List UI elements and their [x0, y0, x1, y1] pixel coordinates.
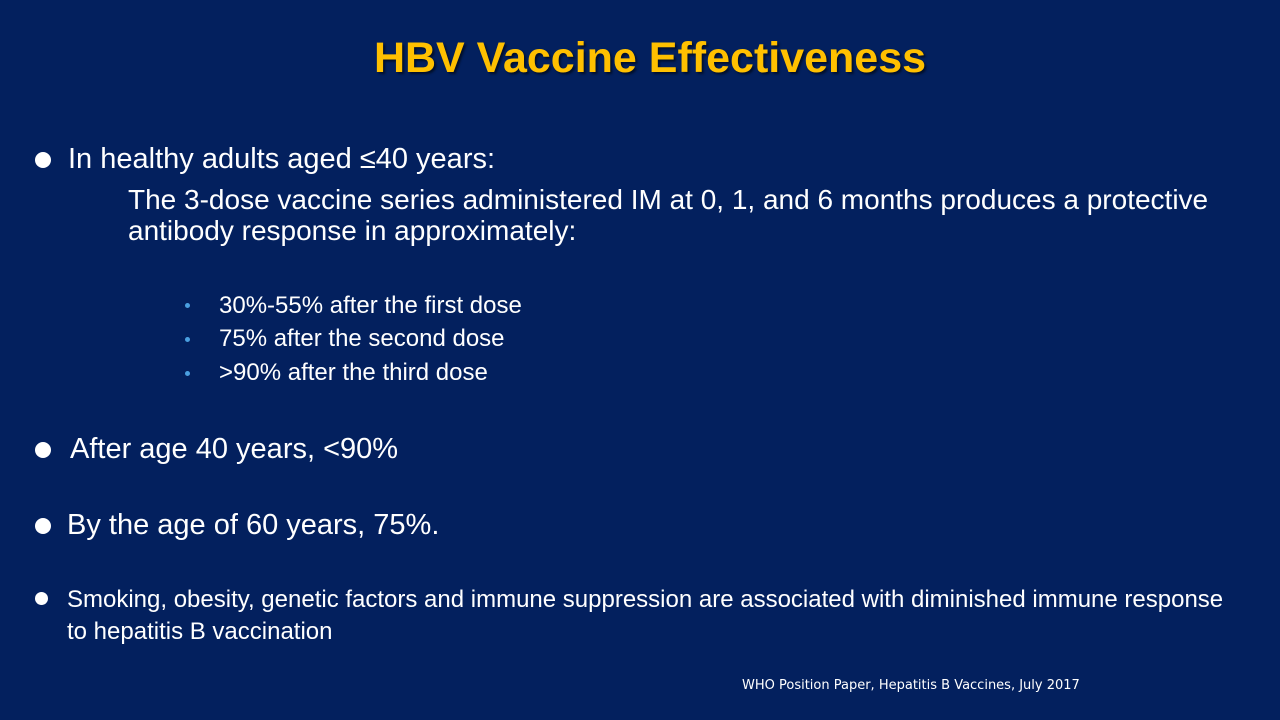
bullet-after-age-40: After age 40 years, <90% [70, 433, 399, 465]
sub-item-second-dose: 75% after the second dose [219, 325, 505, 352]
bullet-marker [35, 152, 51, 168]
sub-bullet-marker [185, 337, 190, 342]
bullet-marker [35, 518, 51, 534]
slide-title: HBV Vaccine Effectiveness [373, 34, 927, 82]
vaccine-series-detail: The 3-dose vaccine series administered IM at 0, 1, and 6 months produces a protective antibody response in approximately: [128, 184, 1209, 246]
sub-bullet-marker [185, 371, 190, 376]
bullet-age-60: By the age of 60 years, 75%. [67, 509, 440, 541]
sub-bullet-marker [185, 303, 190, 308]
sub-item-third-dose: >90% after the third dose [219, 359, 488, 386]
bullet-marker [35, 442, 51, 458]
source-citation: WHO Position Paper, Hepatitis B Vaccines, July 2017 [742, 678, 1080, 693]
bullet-risk-factors: Smoking, obesity, genetic factors and immune suppression are associated with diminished immune response to hepatitis B vaccination [67, 586, 1224, 645]
bullet-marker [35, 592, 48, 605]
bullet-healthy-adults: In healthy adults aged ≤40 years: [68, 143, 496, 175]
sub-item-first-dose: 30%-55% after the first dose [219, 292, 522, 319]
